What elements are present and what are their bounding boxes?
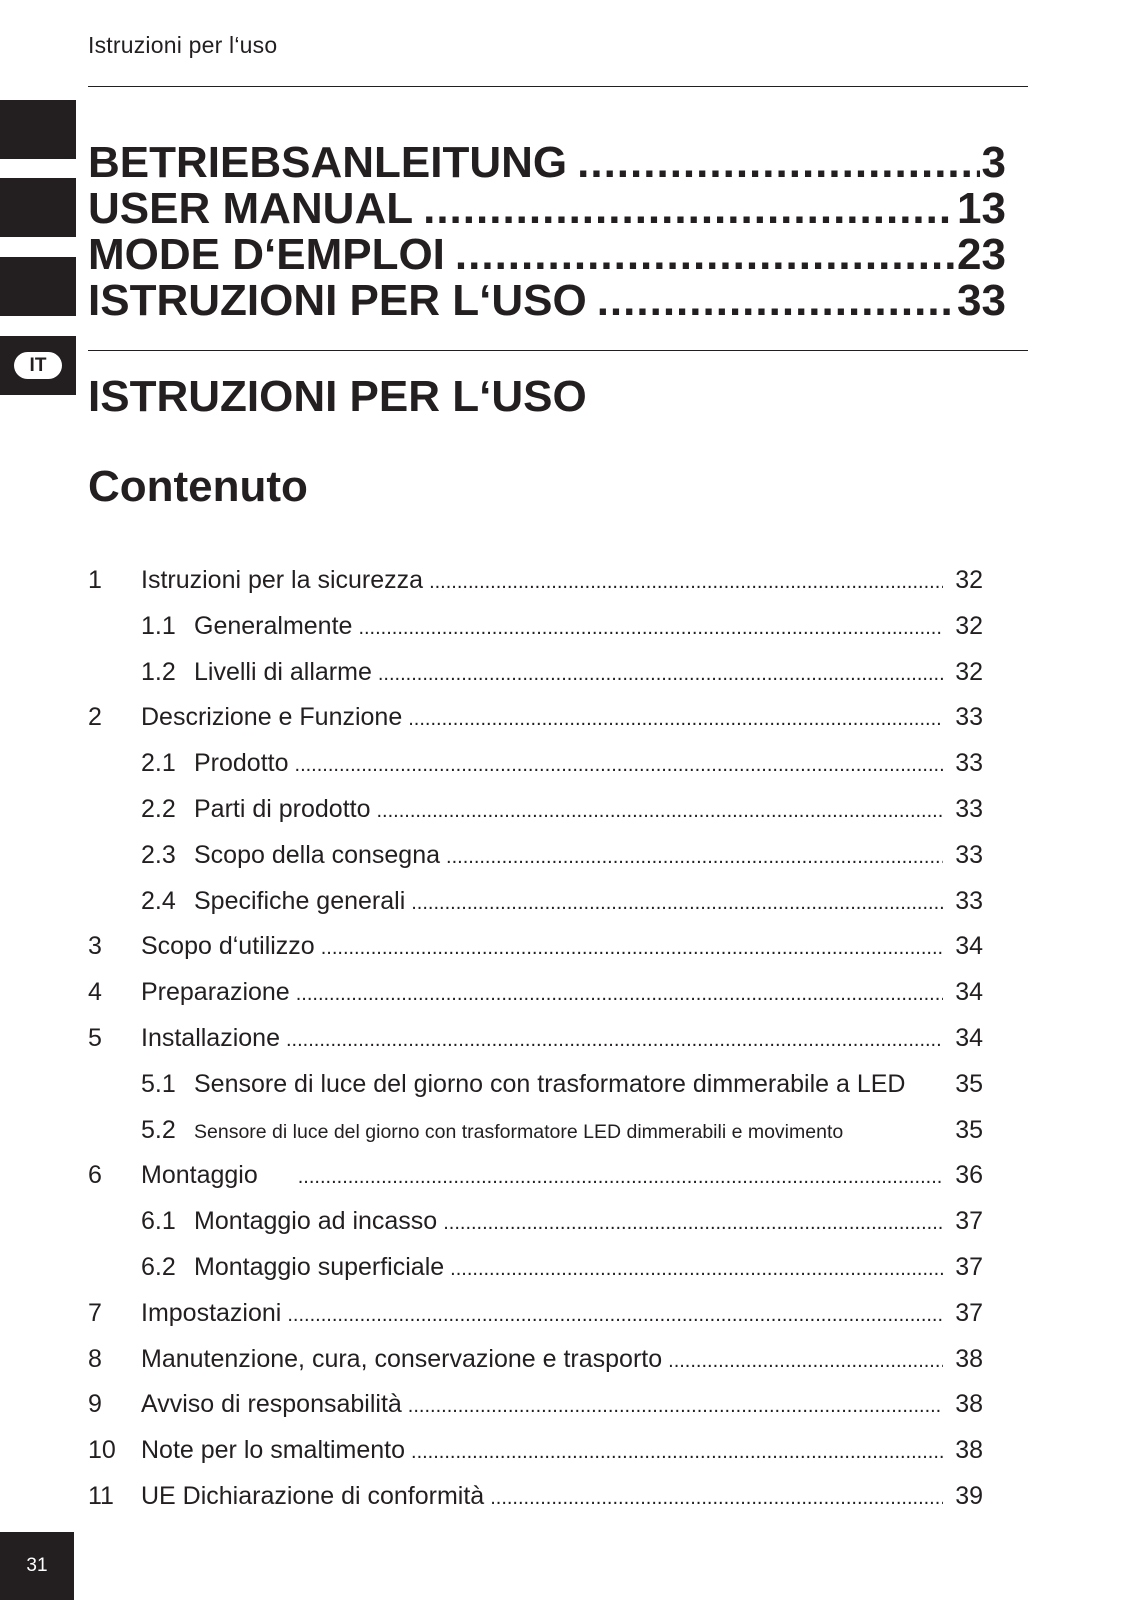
- toc-number: 4: [88, 978, 102, 1007]
- toc-label: Scopo della consegna: [194, 840, 441, 869]
- manual-entry: [88, 278, 1006, 324]
- toc-page: 33: [955, 703, 983, 732]
- manual-title: USER MANUAL: [88, 186, 414, 232]
- toc-label: Manutenzione, cura, conservazione e trasporto: [141, 1344, 663, 1373]
- toc-page: 35: [955, 1115, 983, 1144]
- toc-row: [88, 1024, 983, 1070]
- toc-page: 38: [955, 1436, 983, 1465]
- toc-number: 2.1: [141, 749, 176, 778]
- toc-number: 1: [88, 566, 102, 594]
- table-of-contents: [88, 566, 983, 1528]
- toc-number: 3: [88, 932, 102, 961]
- leader-dots: [490, 1487, 943, 1510]
- language-tab-1: [0, 100, 76, 159]
- toc-row: [88, 795, 983, 841]
- toc-row: [88, 1161, 983, 1207]
- toc-label: Scopo d‘utilizzo: [141, 932, 315, 961]
- manual-title: ISTRUZIONI PER L‘USO: [88, 278, 587, 324]
- toc-row: [88, 1070, 983, 1116]
- toc-number: 5: [88, 1023, 102, 1052]
- toc-page: 34: [955, 932, 983, 961]
- page-number: 31: [0, 1532, 74, 1600]
- leader-dots: [450, 1258, 943, 1281]
- leader-dots: [429, 571, 943, 594]
- section-title: ISTRUZIONI PER L‘USO: [88, 372, 587, 421]
- toc-page: 35: [955, 1069, 983, 1098]
- toc-number: 5.1: [141, 1069, 176, 1098]
- toc-page: 32: [955, 611, 983, 640]
- manual-page: 13: [957, 186, 1006, 232]
- toc-row: [88, 658, 983, 704]
- leader-dots: [296, 983, 943, 1006]
- leader-dots: [378, 663, 943, 686]
- toc-page: 38: [955, 1344, 983, 1373]
- leader-dots: [321, 937, 943, 960]
- toc-row: [88, 1345, 983, 1391]
- toc-number: 2.3: [141, 840, 176, 869]
- language-tab-2: [0, 178, 76, 237]
- contents-title: Contenuto: [88, 462, 308, 511]
- toc-row: [88, 887, 983, 933]
- toc-row: [88, 1436, 983, 1482]
- toc-row: [88, 1390, 983, 1436]
- toc-number: 5.2: [141, 1115, 176, 1144]
- toc-page: 33: [955, 886, 983, 915]
- toc-row: [88, 1299, 983, 1345]
- toc-label: Montaggio: [141, 1161, 258, 1190]
- toc-label: Parti di prodotto: [194, 794, 371, 823]
- toc-label: Montaggio ad incasso: [194, 1207, 438, 1236]
- language-tab-active: [0, 336, 76, 395]
- leader-dots: [446, 846, 943, 869]
- toc-row: [88, 1482, 983, 1528]
- manual-entry: [88, 186, 1006, 232]
- toc-number: 1.2: [141, 657, 176, 686]
- toc-label: Installazione: [141, 1023, 280, 1052]
- leader-dots: [411, 892, 943, 915]
- toc-page: 37: [955, 1298, 983, 1327]
- toc-page: 32: [955, 657, 983, 686]
- toc-label: Prodotto: [194, 749, 289, 778]
- toc-row: [88, 1253, 983, 1299]
- leader-dots: [377, 800, 944, 823]
- manual-entry: [88, 140, 1006, 186]
- leader-dots: [298, 1166, 943, 1189]
- manuals-index: [88, 140, 1006, 324]
- toc-label: Note per lo smaltimento: [141, 1436, 406, 1465]
- running-header: Istruzioni per l‘uso: [88, 32, 278, 58]
- toc-page: 38: [955, 1390, 983, 1419]
- manual-page: 3: [981, 140, 1006, 186]
- leader-dots: [411, 1441, 943, 1464]
- toc-row: [88, 749, 983, 795]
- toc-label: Istruzioni per la sicurezza: [141, 566, 424, 594]
- leader-dots: [295, 754, 943, 777]
- toc-row: [88, 703, 983, 749]
- toc-page: 37: [955, 1207, 983, 1236]
- toc-label: Generalmente: [194, 611, 353, 640]
- toc-label: Sensore di luce del giorno con trasformatore dimmerabile a LED: [194, 1069, 906, 1098]
- manual-title: BETRIEBSANLEITUNG: [88, 140, 568, 186]
- leader-dots: [286, 1029, 943, 1052]
- toc-row: [88, 612, 983, 658]
- toc-label: Sensore di luce del giorno con trasformatore LED dimmerabili e movimento: [194, 1120, 844, 1143]
- toc-row: [88, 841, 983, 887]
- leader-dots: [455, 232, 955, 278]
- language-tab-3: [0, 257, 76, 316]
- header-rule: [88, 86, 1028, 87]
- toc-page: 32: [955, 566, 983, 594]
- manual-page: 33: [957, 278, 1006, 324]
- toc-label: Descrizione e Funzione: [141, 703, 403, 732]
- toc-number: 6: [88, 1161, 102, 1190]
- toc-number: 10: [88, 1436, 116, 1465]
- manual-title: MODE D‘EMPLOI: [88, 232, 445, 278]
- toc-label: Specifiche generali: [194, 886, 406, 915]
- toc-page: 33: [955, 840, 983, 869]
- toc-number: 6.2: [141, 1252, 176, 1281]
- toc-label: Preparazione: [141, 978, 290, 1007]
- toc-label: Montaggio superficiale: [194, 1252, 445, 1281]
- manual-page: 23: [957, 232, 1006, 278]
- leader-dots: [443, 1212, 943, 1235]
- manual-entry: [88, 232, 1006, 278]
- toc-row: [88, 1207, 983, 1253]
- toc-number: 11: [88, 1481, 114, 1510]
- toc-label: Avviso di responsabilità: [141, 1390, 402, 1419]
- toc-label: Livelli di allarme: [194, 657, 372, 686]
- toc-row: [88, 978, 983, 1024]
- toc-row: [88, 566, 983, 612]
- toc-page: 36: [955, 1161, 983, 1190]
- toc-number: 2: [88, 703, 102, 732]
- toc-number: 2.4: [141, 886, 176, 915]
- section-rule: [88, 350, 1028, 351]
- leader-dots: [408, 708, 943, 731]
- toc-number: 8: [88, 1344, 102, 1373]
- leader-dots: [597, 278, 955, 324]
- toc-number: 6.1: [141, 1207, 176, 1236]
- toc-page: 33: [955, 749, 983, 778]
- leader-dots: [408, 1395, 943, 1418]
- toc-page: 34: [955, 978, 983, 1007]
- toc-number: 1.1: [141, 611, 176, 640]
- toc-page: 34: [955, 1023, 983, 1052]
- toc-page: 39: [955, 1481, 983, 1510]
- leader-dots: [358, 617, 943, 640]
- toc-label: Impostazioni: [141, 1298, 282, 1327]
- leader-dots: [668, 1350, 943, 1373]
- language-badge: IT: [14, 352, 62, 379]
- toc-page: 37: [955, 1252, 983, 1281]
- toc-number: 9: [88, 1390, 102, 1419]
- toc-number: 7: [88, 1298, 102, 1327]
- toc-row: [88, 932, 983, 978]
- toc-number: 2.2: [141, 794, 176, 823]
- leader-dots: [577, 140, 979, 186]
- toc-page: 33: [955, 794, 983, 823]
- leader-dots: [423, 186, 955, 232]
- toc-row: [88, 1116, 983, 1162]
- toc-label: UE Dichiarazione di conformità: [141, 1481, 485, 1510]
- leader-dots: [287, 1304, 943, 1327]
